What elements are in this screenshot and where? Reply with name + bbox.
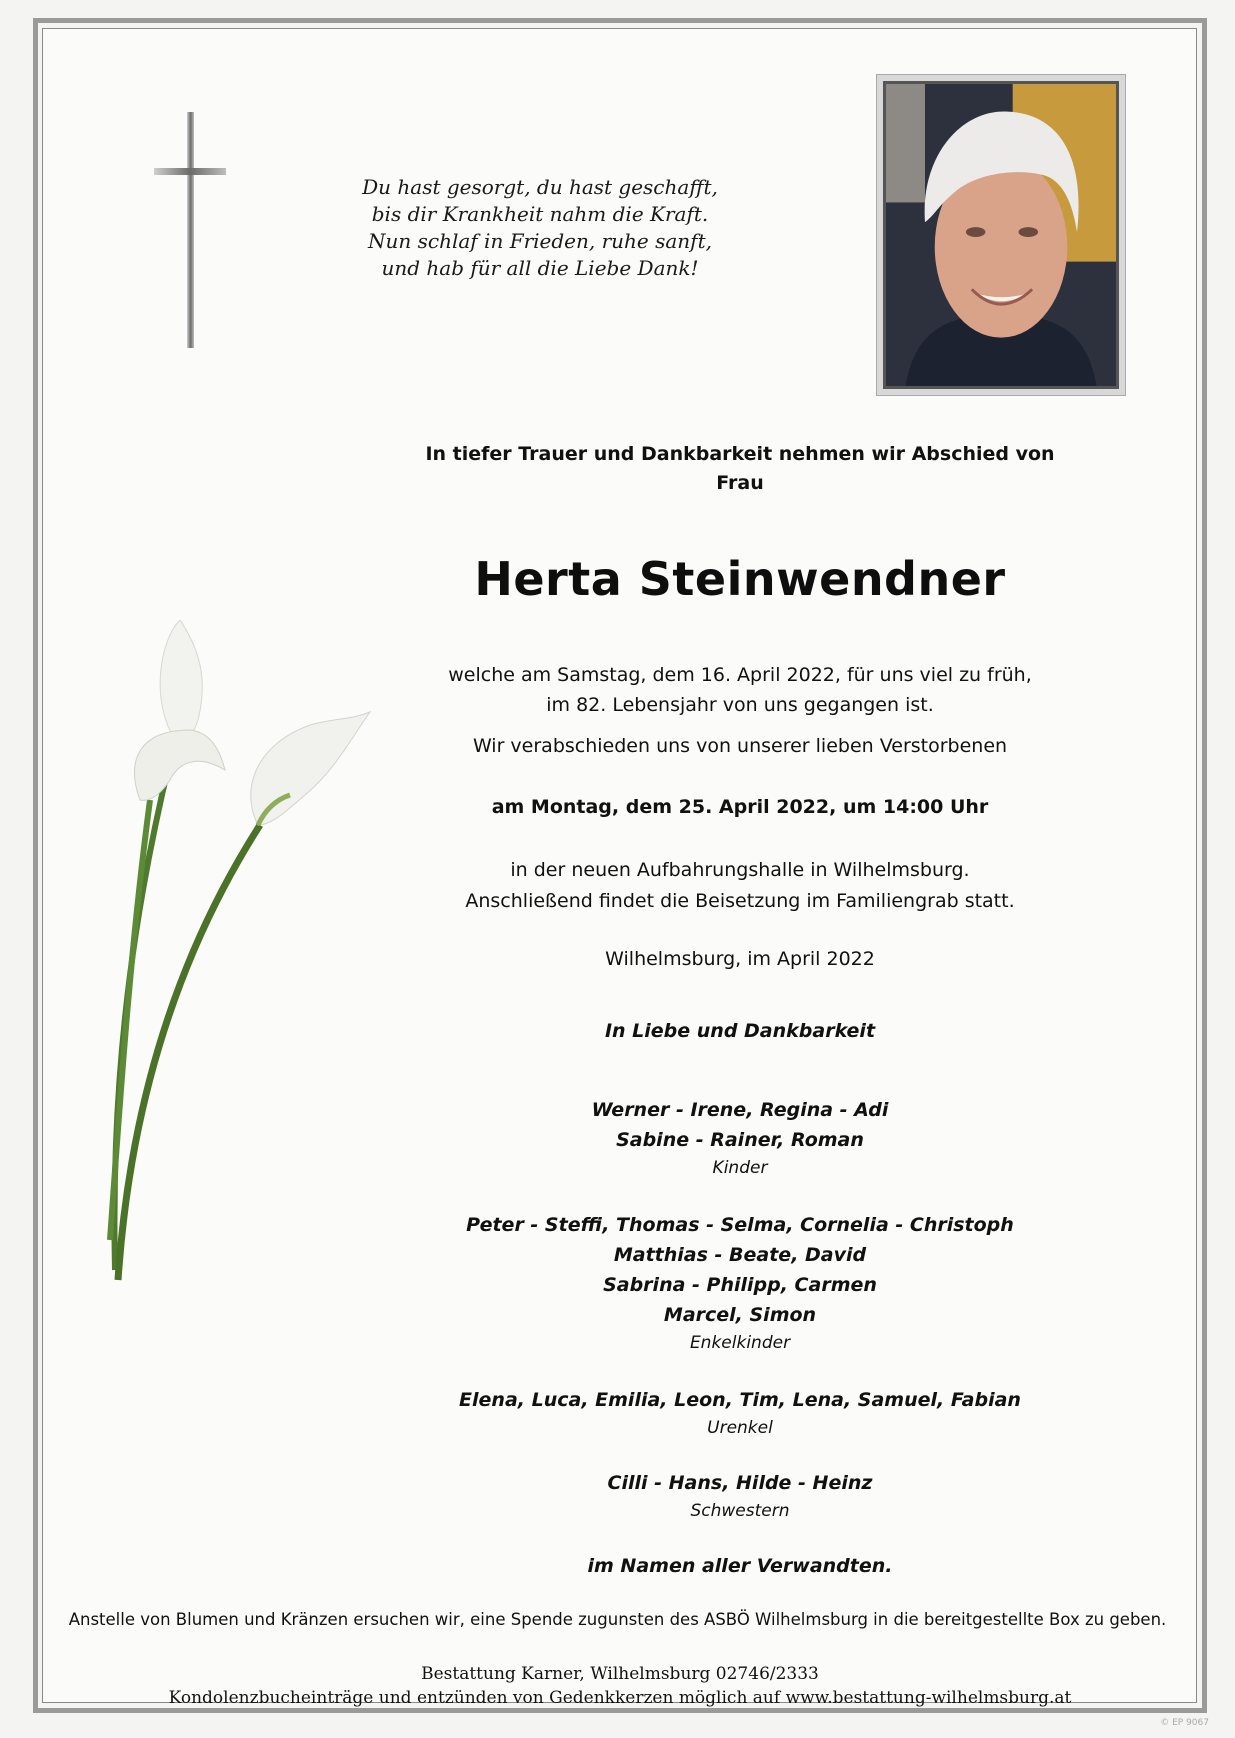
poem-line: bis dir Krankheit nahm die Kraft. (371, 202, 709, 226)
death-line: welche am Samstag, dem 16. April 2022, für uns viel zu früh, (448, 664, 1032, 686)
intro (420, 440, 1060, 498)
portrait-photo (876, 74, 1126, 396)
funeral-home (160, 1662, 1080, 1710)
poem-line: und hab für all die Liebe Dank! (381, 256, 699, 280)
ceremony-date: am Montag, dem 25. April 2022, um 14:00 Uhr (491, 796, 989, 818)
relation-label: Urenkel (707, 1418, 773, 1438)
family-line: Sabine - Rainer, Roman (616, 1129, 864, 1151)
relation-label: Enkelkinder (689, 1333, 791, 1353)
ceremony-place (420, 855, 1060, 917)
grandchildren-group (420, 1210, 1060, 1356)
intro-line: In tiefer Trauer und Dankbarkeit nehmen wir Abschied von (425, 443, 1055, 465)
funeral-home-line: Bestattung Karner, Wilhelmsburg 02746/2333 (421, 1664, 819, 1684)
poem-line: Du hast gesorgt, du hast geschafft, (362, 175, 718, 199)
donation-note: Anstelle von Blumen und Kränzen ersuchen wir, eine Spende zugunsten des ASBÖ Wilhelmsburg in die bereitgestellte Box zu geben. (68, 1610, 1167, 1629)
family-line: Marcel, Simon (663, 1304, 817, 1326)
funeral-home-line: Kondolenzbucheinträge und entzünden von Gedenkkerzen möglich auf www.bestattung-wilhelmsburg.at (168, 1688, 1072, 1708)
print-code: © EP 9067 (1160, 1718, 1209, 1728)
deceased-name: Herta Steinwendner (474, 552, 1006, 606)
sisters-group (420, 1468, 1060, 1524)
children-group (420, 1095, 1060, 1181)
intro-line: Frau (716, 472, 764, 494)
family-line: Matthias - Beate, David (613, 1244, 867, 1266)
family-line: Elena, Luca, Emilia, Leon, Tim, Lena, Samuel, Fabian (459, 1389, 1021, 1411)
farewell-text: Wir verabschieden uns von unserer lieben Verstorbenen (472, 735, 1008, 757)
place-line: in der neuen Aufbahrungshalle in Wilhelmsburg. (510, 859, 970, 881)
poem (360, 174, 720, 282)
death-notice (420, 660, 1060, 720)
town-date: Wilhelmsburg, im April 2022 (605, 948, 875, 970)
cross-icon (150, 110, 230, 350)
relatives-line: im Namen aller Verwandten. (587, 1555, 893, 1577)
calla-lily-illustration (80, 620, 410, 1300)
poem-line: Nun schlaf in Frieden, ruhe sanft, (368, 229, 712, 253)
family-line: Werner - Irene, Regina - Adi (591, 1099, 889, 1121)
love-line: In Liebe und Dankbarkeit (604, 1020, 876, 1042)
portrait-image (886, 84, 1116, 386)
death-line: im 82. Lebensjahr von uns gegangen ist. (546, 694, 934, 716)
relation-label: Kinder (712, 1158, 768, 1178)
family-line: Cilli - Hans, Hilde - Heinz (607, 1472, 873, 1494)
family-line: Sabrina - Philipp, Carmen (603, 1274, 877, 1296)
family-line: Peter - Steffi, Thomas - Selma, Cornelia - Christoph (466, 1214, 1014, 1236)
relation-label: Schwestern (690, 1501, 790, 1521)
great-grandchildren-group (420, 1385, 1060, 1441)
place-line: Anschließend findet die Beisetzung im Familiengrab statt. (465, 890, 1015, 912)
